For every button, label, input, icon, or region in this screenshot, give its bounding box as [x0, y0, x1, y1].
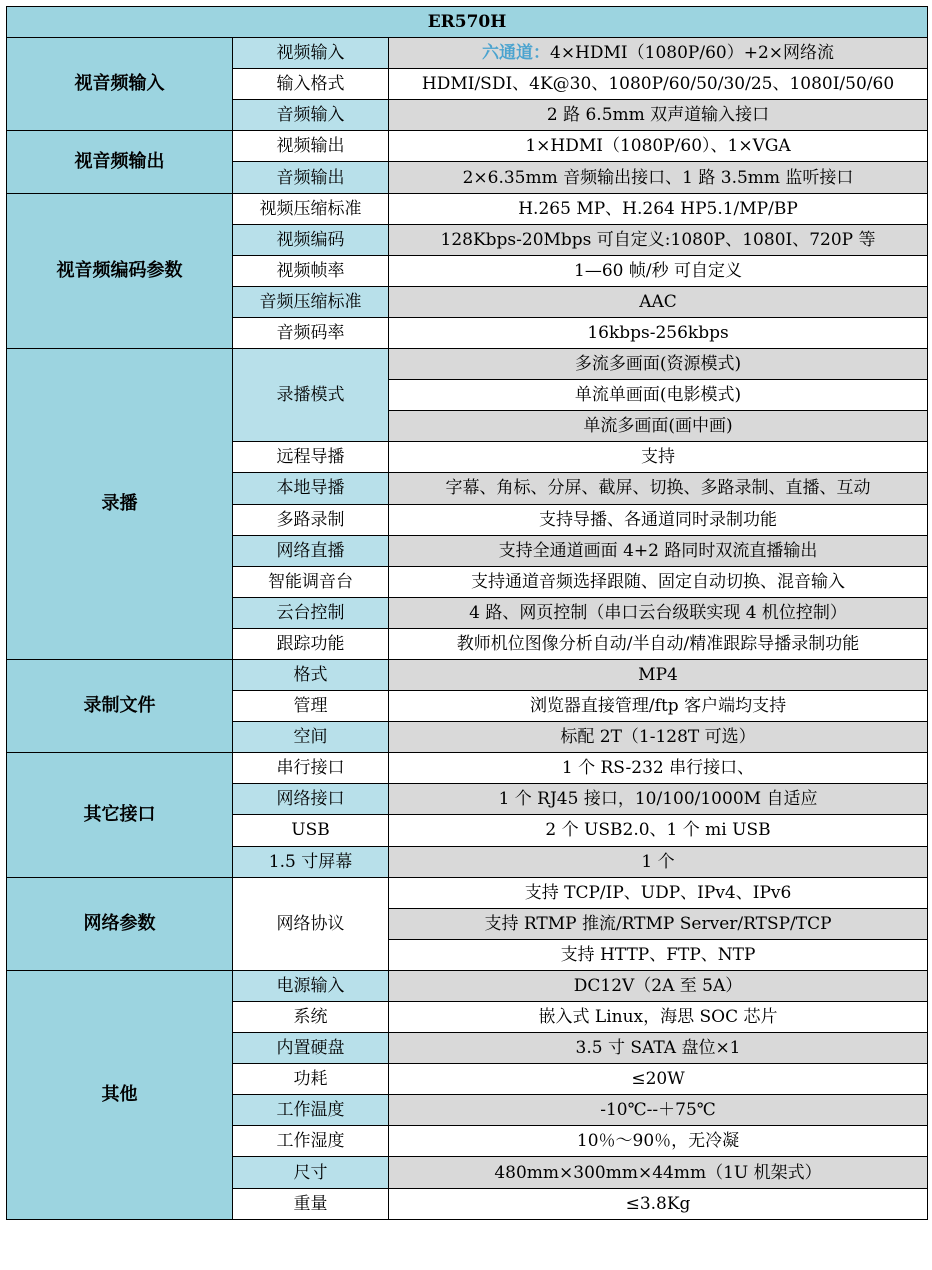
category-av-output: 视音频输出 — [7, 131, 233, 193]
spec-label: 视频输出 — [233, 131, 389, 162]
spec-value: 1 个 RS-232 串行接口、 — [389, 753, 928, 784]
category-interfaces: 其它接口 — [7, 753, 233, 877]
spec-label: 智能调音台 — [233, 566, 389, 597]
spec-value: 1—60 帧/秒 可自定义 — [389, 255, 928, 286]
spec-label: 视频帧率 — [233, 255, 389, 286]
spec-value: 支持通道音频选择跟随、固定自动切换、混音输入 — [389, 566, 928, 597]
table-title: ER570H — [7, 7, 928, 38]
category-network: 网络参数 — [7, 877, 233, 970]
spec-label: 视频压缩标准 — [233, 193, 389, 224]
spec-label: 本地导播 — [233, 473, 389, 504]
spec-value: 多流多画面(资源模式) — [389, 349, 928, 380]
spec-value: 128Kbps-20Mbps 可自定义:1080P、1080I、720P 等 — [389, 224, 928, 255]
spec-value: 支持 TCP/IP、UDP、IPv4、IPv6 — [389, 877, 928, 908]
spec-label: 远程导播 — [233, 442, 389, 473]
table-row — [7, 753, 928, 784]
spec-value: 2 个 USB2.0、1 个 mi USB — [389, 815, 928, 846]
spec-label: 网络接口 — [233, 784, 389, 815]
spec-value: 1 个 RJ45 接口，10/100/1000M 自适应 — [389, 784, 928, 815]
table-row — [7, 131, 928, 162]
spec-label: 系统 — [233, 1002, 389, 1033]
spec-label: 工作温度 — [233, 1095, 389, 1126]
spec-value: 支持全通道画面 4+2 路同时双流直播输出 — [389, 535, 928, 566]
category-av-input: 视音频输入 — [7, 38, 233, 131]
spec-value — [389, 38, 928, 69]
spec-table — [6, 6, 928, 1220]
spec-value: 1 个 — [389, 846, 928, 877]
category-recording: 录播 — [7, 349, 233, 660]
spec-value: DC12V（2A 至 5A） — [389, 970, 928, 1001]
spec-value: 2×6.35mm 音频输出接口、1 路 3.5mm 监听接口 — [389, 162, 928, 193]
spec-value: ≤20W — [389, 1064, 928, 1095]
table-row — [7, 193, 928, 224]
category-other: 其他 — [7, 970, 233, 1219]
spec-value: 教师机位图像分析自动/半自动/精准跟踪导播录制功能 — [389, 628, 928, 659]
spec-label: 云台控制 — [233, 597, 389, 628]
spec-value: 嵌入式 Linux，海思 SOC 芯片 — [389, 1002, 928, 1033]
spec-value: H.265 MP、H.264 HP5.1/MP/BP — [389, 193, 928, 224]
spec-label: 功耗 — [233, 1064, 389, 1095]
spec-label: 格式 — [233, 659, 389, 690]
spec-value: 单流多画面(画中画) — [389, 411, 928, 442]
spec-value: 标配 2T（1-128T 可选） — [389, 722, 928, 753]
spec-label: 跟踪功能 — [233, 628, 389, 659]
spec-value: 单流单画面(电影模式) — [389, 380, 928, 411]
spec-value: 480mm×300mm×44mm（1U 机架式） — [389, 1157, 928, 1188]
spec-value: 支持 RTMP 推流/RTMP Server/RTSP/TCP — [389, 908, 928, 939]
spec-label: 音频压缩标准 — [233, 286, 389, 317]
spec-label: 音频输入 — [233, 100, 389, 131]
spec-value: 4 路、网页控制（串口云台级联实现 4 机位控制） — [389, 597, 928, 628]
table-row — [7, 877, 928, 908]
spec-label: 内置硬盘 — [233, 1033, 389, 1064]
spec-value: 10％～90％，无冷凝 — [389, 1126, 928, 1157]
spec-value: 2 路 6.5mm 双声道输入接口 — [389, 100, 928, 131]
spec-label: 1.5 寸屏幕 — [233, 846, 389, 877]
table-row — [7, 38, 928, 69]
spec-value: 3.5 寸 SATA 盘位×1 — [389, 1033, 928, 1064]
spec-value: 支持 — [389, 442, 928, 473]
spec-label: 网络协议 — [233, 877, 389, 970]
spec-label: 尺寸 — [233, 1157, 389, 1188]
table-row — [7, 970, 928, 1001]
spec-label: 输入格式 — [233, 69, 389, 100]
spec-value: 支持 HTTP、FTP、NTP — [389, 939, 928, 970]
spec-label: 音频输出 — [233, 162, 389, 193]
spec-label: USB — [233, 815, 389, 846]
spec-value: 浏览器直接管理/ftp 客户端均支持 — [389, 691, 928, 722]
spec-value: HDMI/SDI、4K@30、1080P/60/50/30/25、1080I/50/60 — [389, 69, 928, 100]
table-row — [7, 659, 928, 690]
highlight-prefix: 六通道： — [482, 43, 550, 64]
spec-label: 工作湿度 — [233, 1126, 389, 1157]
spec-label: 串行接口 — [233, 753, 389, 784]
category-encoding: 视音频编码参数 — [7, 193, 233, 348]
spec-value: -10℃--＋75℃ — [389, 1095, 928, 1126]
spec-value: AAC — [389, 286, 928, 317]
spec-label: 音频码率 — [233, 317, 389, 348]
spec-value: ≤3.8Kg — [389, 1188, 928, 1219]
category-files: 录制文件 — [7, 659, 233, 752]
spec-label: 视频输入 — [233, 38, 389, 69]
spec-label: 管理 — [233, 691, 389, 722]
spec-value: 支持导播、各通道同时录制功能 — [389, 504, 928, 535]
spec-label: 录播模式 — [233, 349, 389, 442]
spec-value: 字幕、角标、分屏、截屏、切换、多路录制、直播、互动 — [389, 473, 928, 504]
title-row — [7, 7, 928, 38]
spec-value: MP4 — [389, 659, 928, 690]
spec-label: 电源输入 — [233, 970, 389, 1001]
spec-label: 重量 — [233, 1188, 389, 1219]
spec-label: 多路录制 — [233, 504, 389, 535]
table-row — [7, 349, 928, 380]
spec-label: 空间 — [233, 722, 389, 753]
spec-value: 16kbps-256kbps — [389, 317, 928, 348]
spec-label: 网络直播 — [233, 535, 389, 566]
spec-value: 1×HDMI（1080P/60）、1×VGA — [389, 131, 928, 162]
spec-label: 视频编码 — [233, 224, 389, 255]
spec-value-text: 4×HDMI（1080P/60）+2×网络流 — [550, 43, 835, 64]
